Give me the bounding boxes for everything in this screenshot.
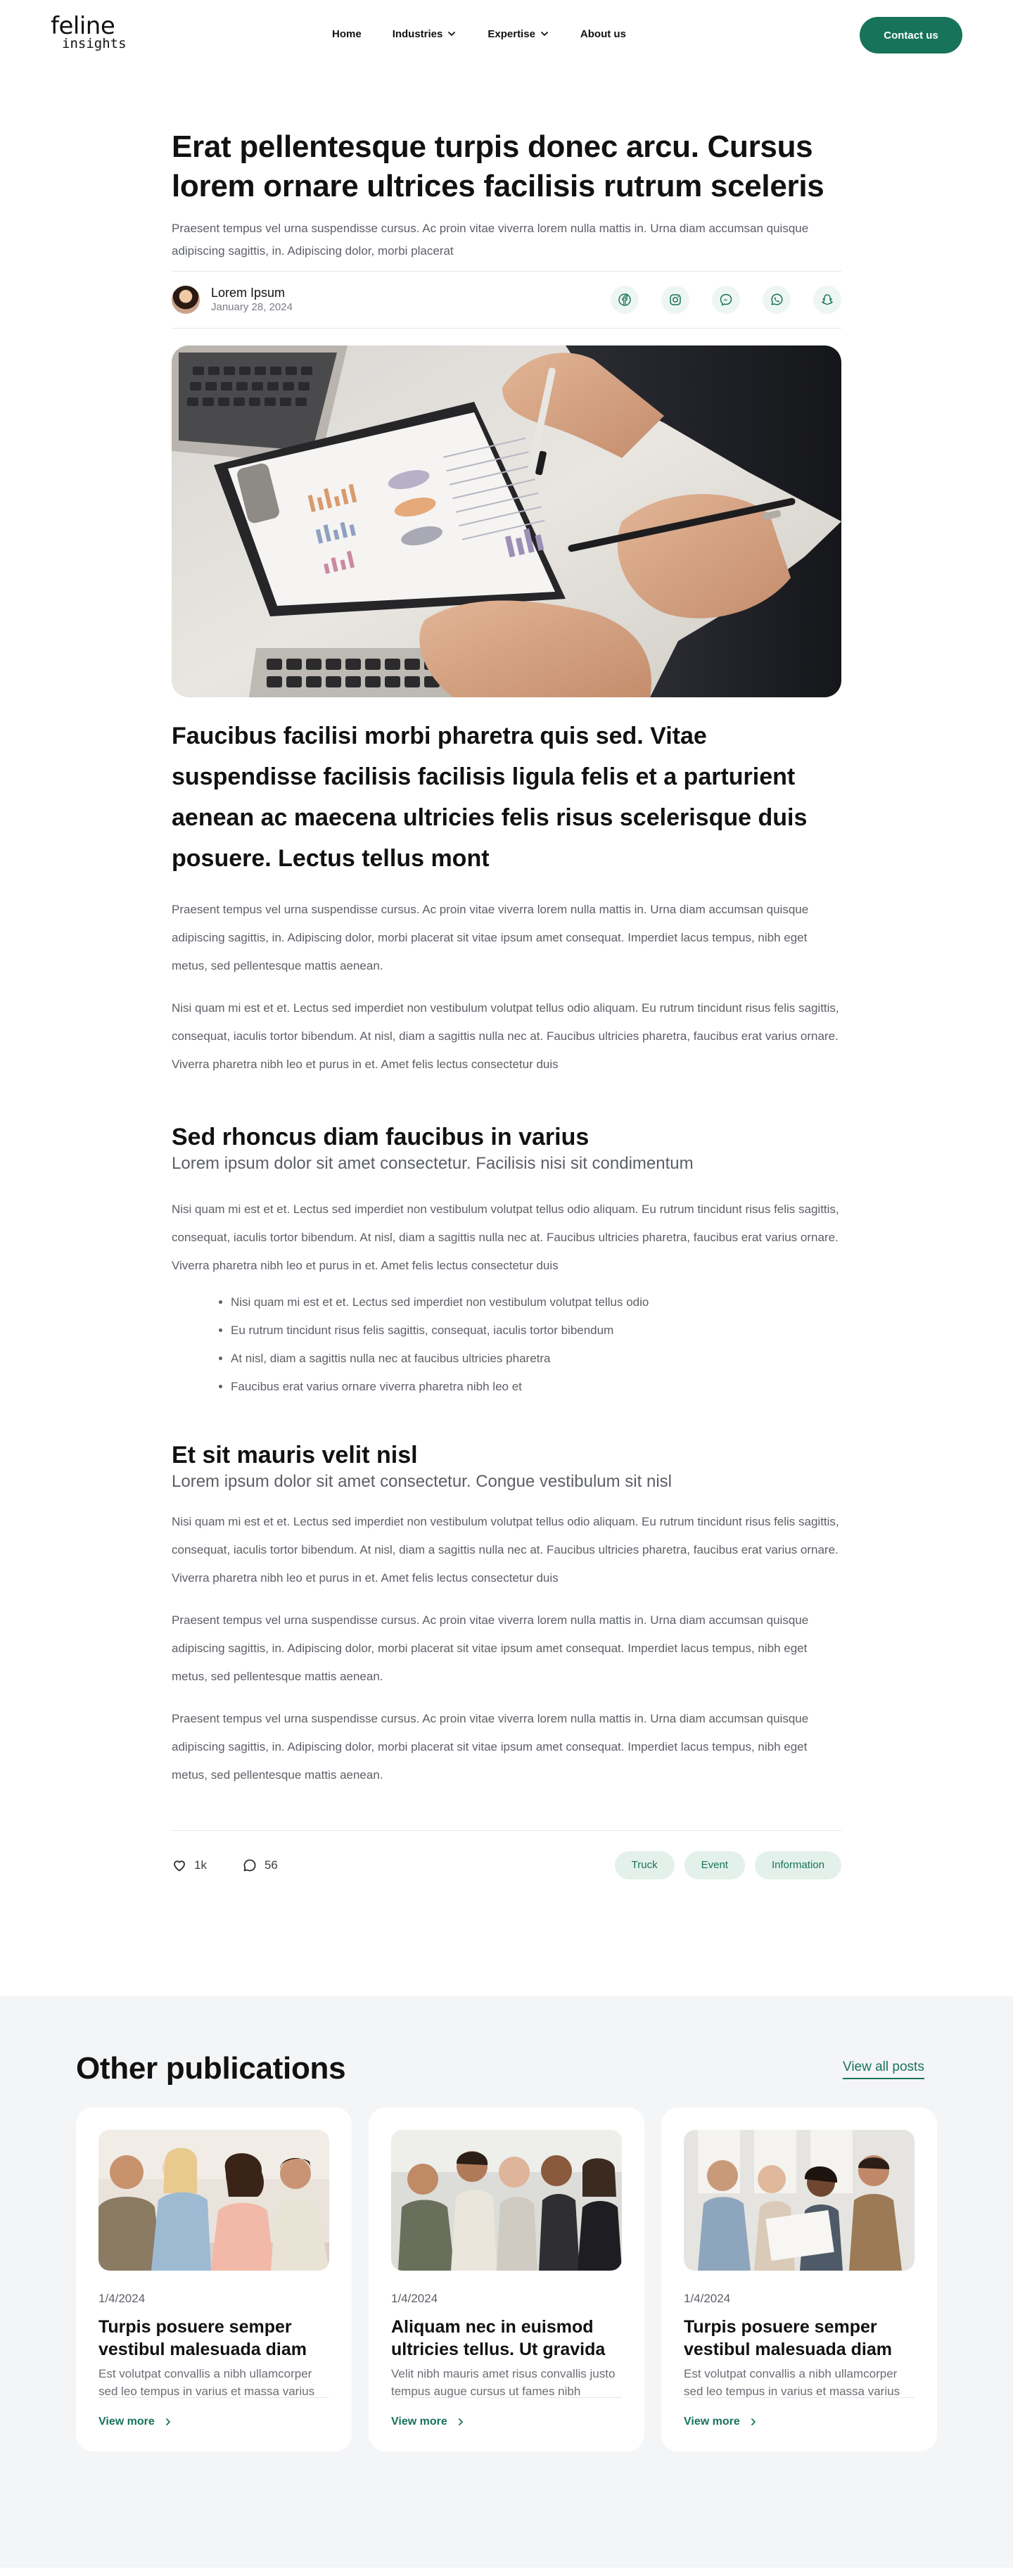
author-name[interactable]: Lorem Ipsum <box>211 286 286 300</box>
share-instagram-button[interactable] <box>661 286 689 314</box>
intro-paragraph-1: Praesent tempus vel urna suspendisse cursus. Ac proin vitae viverra lorem nulla mattis in. Urna diam accumsan quisque adipiscing sagittis, in. Adipiscing dolor, morbi placerat sit vitae ipsum amet consequat. Imperdiet lacus tempus, nibh eget metus, sed pellentesque mattis aenean. <box>172 903 809 972</box>
card-date: 1/4/2024 <box>684 2292 731 2305</box>
instagram-icon <box>668 293 682 307</box>
card-photo-illustration <box>684 2130 915 2271</box>
section-2-paragraph-1: Nisi quam mi est et et. Lectus sed imperdiet non vestibulum volutpat tellus odio aliquam. Eu rutrum tincidunt risus felis sagittis, consequat, iaculis tortor bibendum. At nisl, diam a sagittis nulla nec at. Faucibus ultricies pharetra, faucibus erat varius ornare. Viverra pharetra nibh leo et purus in et. Amet felis lectus consectetur duis <box>172 1515 839 1585</box>
card-divider <box>391 2397 622 2398</box>
list-item: • Faucibus erat varius ornare viverra pharetra nibh leo et <box>231 1373 841 1401</box>
nav-item-about[interactable] <box>580 26 626 42</box>
tag-information[interactable]: Information <box>755 1851 841 1879</box>
card-image <box>684 2130 915 2271</box>
snapchat-icon <box>820 293 834 307</box>
author-info <box>211 285 293 315</box>
share-messenger-button[interactable] <box>712 286 740 314</box>
card-divider <box>98 2397 329 2398</box>
view-more-label: View more <box>391 2416 447 2428</box>
card-title[interactable]: Turpis posuere semper vestibul malesuada diam <box>684 2317 892 2359</box>
card-photo-illustration <box>98 2130 329 2271</box>
logo-tagline: insights <box>62 36 127 51</box>
section-1-paragraph: Nisi quam mi est et et. Lectus sed imperdiet non vestibulum volutpat tellus odio aliquam. Eu rutrum tincidunt risus felis sagittis, consequat, iaculis tortor bibendum. At nisl, diam a sagittis nulla nec at. Faucibus ultricies pharetra, faucibus erat varius ornare. Viverra pharetra nibh leo et purus in et. Amet felis lectus consectetur duis <box>172 1203 839 1272</box>
view-more-label: View more <box>98 2416 155 2428</box>
card-description: Velit nibh mauris amet risus convallis justo tempus augue cursus ut fames nibh <box>391 2367 616 2398</box>
chevron-right-icon <box>163 2417 173 2427</box>
share-buttons <box>611 286 841 314</box>
like-button[interactable] <box>172 1858 207 1873</box>
section-2-paragraph-2: Praesent tempus vel urna suspendisse cursus. Ac proin vitae viverra lorem nulla mattis in. Urna diam accumsan quisque adipiscing sagittis, in. Adipiscing dolor, morbi placerat sit vitae ipsum amet consequat. Imperdiet lacus tempus, nibh eget metus, sed pellentesque mattis aenean. <box>172 1613 809 1683</box>
view-more-link[interactable] <box>98 2416 173 2428</box>
article-subtitle: Faucibus facilisi morbi pharetra quis sed. Vitae suspendisse facilisis facilisis ligula felis et a parturient aenean ac maecena ultricies felis risus scelerisque duis posuere. Lectus tellus mont <box>172 723 808 872</box>
nav-item-expertise[interactable] <box>488 26 549 42</box>
list-item: • Nisi quam mi est et et. Lectus sed imperdiet non vestibulum volutpat tellus odio <box>231 1288 841 1316</box>
article <box>172 127 841 1899</box>
section-2-heading: Et sit mauris velit nisl <box>172 1442 418 1468</box>
section-1-subheading: Lorem ipsum dolor sit amet consectetur. Facilisis nisi sit condimentum <box>172 1154 694 1173</box>
facebook-icon <box>618 293 632 307</box>
view-more-label: View more <box>684 2416 740 2428</box>
main-nav <box>332 26 657 42</box>
card-description: Est volutpat convallis a nibh ullamcorper sed leo tempus in varius et massa varius <box>684 2367 900 2398</box>
publication-card[interactable] <box>369 2107 644 2451</box>
card-image <box>98 2130 329 2271</box>
chevron-right-icon <box>456 2417 466 2427</box>
card-description: Est volutpat convallis a nibh ullamcorper sed leo tempus in varius et massa varius <box>98 2367 315 2398</box>
nav-label: Expertise <box>488 27 535 40</box>
tag-event[interactable]: Event <box>684 1851 745 1879</box>
nav-item-home[interactable] <box>332 26 362 42</box>
card-title[interactable]: Aliquam nec in euismod ultricies tellus. Ut gravida <box>391 2317 606 2359</box>
view-more-link[interactable] <box>684 2416 758 2428</box>
comment-button[interactable] <box>242 1858 278 1873</box>
other-publications <box>0 1996 1013 2568</box>
like-count: 1k <box>194 1858 207 1872</box>
author-avatar <box>172 286 200 314</box>
whatsapp-icon <box>770 293 784 307</box>
tag-list <box>615 1851 841 1879</box>
card-date: 1/4/2024 <box>391 2292 438 2305</box>
publish-date: January 28, 2024 <box>211 301 293 313</box>
chevron-right-icon <box>748 2417 758 2427</box>
card-divider <box>684 2397 915 2398</box>
section-1-heading: Sed rhoncus diam faucibus in varius <box>172 1124 590 1150</box>
share-snapchat-button[interactable] <box>813 286 841 314</box>
share-whatsapp-button[interactable] <box>763 286 791 314</box>
logo-wordmark: feline <box>51 12 115 40</box>
article-footer <box>172 1830 841 1899</box>
section-1-bullet-list <box>231 1288 841 1401</box>
view-more-link[interactable] <box>391 2416 466 2428</box>
share-facebook-button[interactable] <box>611 286 639 314</box>
hero-illustration <box>172 345 841 697</box>
section-2-paragraph-3: Praesent tempus vel urna suspendisse cursus. Ac proin vitae viverra lorem nulla mattis in. Urna diam accumsan quisque adipiscing sagittis, in. Adipiscing dolor, morbi placerat sit vitae ipsum amet consequat. Imperdiet lacus tempus, nibh eget metus, sed pellentesque mattis aenean. <box>172 1712 809 1782</box>
view-all-posts-link[interactable]: View all posts <box>843 2060 924 2079</box>
site-header <box>0 0 1013 68</box>
chevron-down-icon <box>447 29 457 39</box>
list-item: • At nisl, diam a sagittis nulla nec at faucibus ultricies pharetra <box>231 1345 841 1373</box>
nav-label: About us <box>580 27 626 40</box>
article-title: Erat pellentesque turpis donec arcu. Cursus lorem ornare ultrices facilisis rutrum sceleris <box>172 129 824 203</box>
list-item: • Eu rutrum tincidunt risus felis sagittis, consequat, iaculis tortor bibendum <box>231 1316 841 1345</box>
comment-count: 56 <box>264 1858 278 1872</box>
publication-cards <box>76 2107 937 2451</box>
contact-us-button[interactable]: Contact us <box>860 17 962 53</box>
nav-label: Industries <box>392 27 443 40</box>
messenger-icon <box>719 293 733 307</box>
nav-label: Home <box>332 27 362 40</box>
card-date: 1/4/2024 <box>98 2292 146 2305</box>
chevron-down-icon <box>540 29 549 39</box>
author-bar <box>172 271 841 329</box>
card-photo-illustration <box>391 2130 622 2271</box>
section-2-subheading: Lorem ipsum dolor sit amet consectetur. Congue vestibulum sit nisl <box>172 1472 672 1491</box>
card-title[interactable]: Turpis posuere semper vestibul malesuada diam <box>98 2317 307 2359</box>
article-hero-image <box>172 345 841 697</box>
article-lead: Praesent tempus vel urna suspendisse cursus. Ac proin vitae viverra lorem nulla mattis in. Urna diam accumsan quisque adipiscing sagittis, in. Adipiscing dolor, morbi placerat <box>172 222 809 258</box>
comment-icon <box>242 1858 257 1873</box>
site-logo[interactable] <box>51 12 142 51</box>
card-image <box>391 2130 622 2271</box>
heart-icon <box>172 1858 187 1873</box>
publication-card[interactable] <box>76 2107 352 2451</box>
intro-paragraph-2: Nisi quam mi est et et. Lectus sed imperdiet non vestibulum volutpat tellus odio aliquam. Eu rutrum tincidunt risus felis sagittis, consequat, iaculis tortor bibendum. At nisl, diam a sagittis nulla nec at. Faucibus ultricies pharetra, faucibus erat varius ornare. Viverra pharetra nibh leo et purus in et. Amet felis lectus consectetur duis <box>172 1001 839 1071</box>
publication-card[interactable] <box>661 2107 937 2451</box>
nav-item-industries[interactable] <box>393 26 457 42</box>
tag-truck[interactable]: Truck <box>615 1851 675 1879</box>
section-title: Other publications <box>76 2051 346 2086</box>
